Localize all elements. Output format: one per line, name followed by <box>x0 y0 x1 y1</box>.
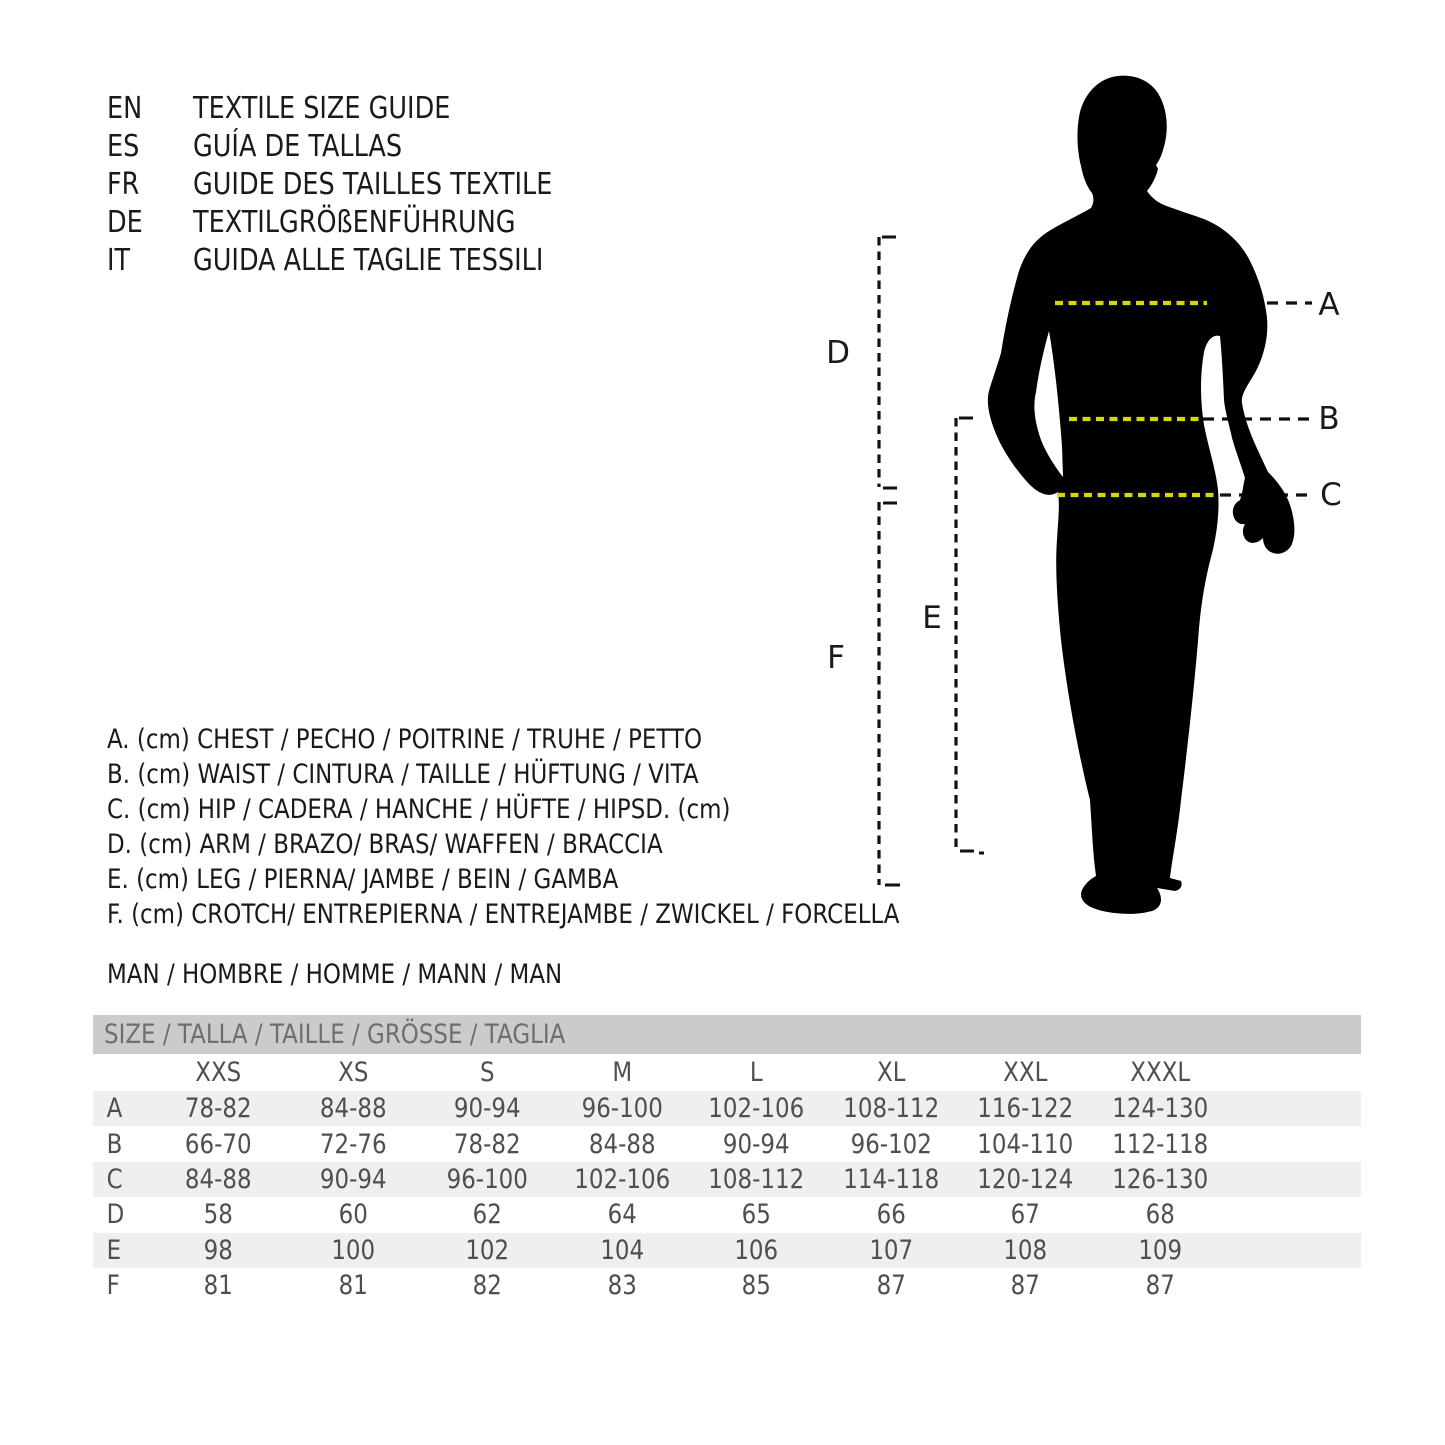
table-row <box>93 1197 1361 1232</box>
hip-label: C <box>1320 477 1342 513</box>
size-value: 108-112 <box>842 1093 939 1125</box>
size-value: 120-124 <box>977 1163 1074 1195</box>
row-key: F <box>106 1270 120 1302</box>
language-code: IT <box>107 243 131 278</box>
size-value: 81 <box>203 1270 233 1302</box>
size-value: 65 <box>741 1199 771 1231</box>
size-value: 107 <box>868 1234 913 1266</box>
size-value: 87 <box>1145 1270 1175 1302</box>
size-value: 67 <box>1010 1199 1040 1231</box>
size-value: 96-102 <box>850 1128 932 1160</box>
guide-title: GUIDE DES TAILLES TEXTILE <box>193 167 553 202</box>
size-value: 72-76 <box>319 1128 387 1160</box>
size-value: 108 <box>1003 1234 1048 1266</box>
language-title-block <box>107 90 616 280</box>
size-value: 64 <box>607 1199 637 1231</box>
language-code: DE <box>107 205 143 240</box>
size-value: 90-94 <box>722 1128 790 1160</box>
waist-label: B <box>1318 401 1340 437</box>
size-value: 84-88 <box>319 1093 387 1125</box>
size-value: 106 <box>734 1234 779 1266</box>
guide-title: GUIDA ALLE TAGLIE TESSILI <box>193 243 544 278</box>
table-row <box>93 1233 1361 1268</box>
size-value: 112-118 <box>1111 1128 1208 1160</box>
column-header: XXS <box>195 1057 242 1088</box>
size-value: 100 <box>330 1234 375 1266</box>
row-key: E <box>106 1234 122 1266</box>
size-value: 116-122 <box>977 1093 1074 1125</box>
size-value: 108-112 <box>708 1163 805 1195</box>
size-value: 102 <box>465 1234 510 1266</box>
table-row <box>93 1091 1361 1126</box>
size-value: 87 <box>1010 1270 1040 1302</box>
table-row <box>93 1126 1361 1161</box>
guide-title: GUÍA DE TALLAS <box>193 129 403 164</box>
size-value: 104 <box>599 1234 644 1266</box>
size-table-title: SIZE / TALLA / TAILLE / GRÖSSE / TAGLIA <box>104 1019 566 1050</box>
arm-label: D <box>826 335 850 371</box>
size-value: 68 <box>1145 1199 1175 1231</box>
category-line-text: MAN / HOMBRE / HOMME / MANN / MAN <box>107 959 563 990</box>
language-row <box>107 90 616 128</box>
column-header: XXL <box>1003 1057 1048 1088</box>
size-table-header-bar <box>93 1015 1361 1054</box>
language-code: FR <box>107 167 140 202</box>
size-value: 81 <box>338 1270 368 1302</box>
language-code: EN <box>107 91 143 126</box>
size-value: 126-130 <box>1111 1163 1208 1195</box>
size-value: 96-100 <box>446 1163 528 1195</box>
size-value: 114-118 <box>842 1163 939 1195</box>
language-row <box>107 242 616 280</box>
chest-label: A <box>1318 287 1340 323</box>
column-header: S <box>479 1057 495 1088</box>
size-value: 60 <box>338 1199 368 1231</box>
size-value: 66 <box>876 1199 906 1231</box>
size-value: 58 <box>203 1199 233 1231</box>
size-value: 85 <box>741 1270 771 1302</box>
leg-description: E. (cm) LEG / PIERNA/ JAMBE / BEIN / GAMBA <box>107 864 619 895</box>
crotch-description: F. (cm) CROTCH/ ENTREPIERNA / ENTREJAMBE / ZWICKEL / FORCELLA <box>107 899 900 930</box>
column-header: XXXL <box>1129 1057 1190 1088</box>
size-value: 90-94 <box>453 1093 521 1125</box>
size-value: 98 <box>203 1234 233 1266</box>
column-header: XL <box>876 1057 906 1088</box>
waist-description: B. (cm) WAIST / CINTURA / TAILLE / HÜFTUNG / VITA <box>107 759 699 790</box>
size-value: 124-130 <box>1111 1093 1208 1125</box>
row-key: D <box>106 1199 125 1231</box>
crotch-label: F <box>827 640 845 676</box>
column-header: L <box>749 1057 763 1088</box>
hip-description: C. (cm) HIP / CADERA / HANCHE / HÜFTE / HIPSD. (cm) <box>107 794 731 825</box>
language-row <box>107 128 616 166</box>
size-value: 78-82 <box>453 1128 521 1160</box>
table-row <box>93 1268 1361 1303</box>
chest-description: A. (cm) CHEST / PECHO / POITRINE / TRUHE / PETTO <box>107 724 703 755</box>
size-figure <box>810 40 1390 970</box>
column-header: XS <box>337 1057 368 1088</box>
size-value: 66-70 <box>184 1128 252 1160</box>
size-value: 96-100 <box>581 1093 663 1125</box>
size-value: 84-88 <box>184 1163 252 1195</box>
size-value: 82 <box>472 1270 502 1302</box>
size-value: 104-110 <box>977 1128 1074 1160</box>
guide-title: TEXTILGRÖßENFÜHRUNG <box>193 205 516 240</box>
language-row <box>107 166 616 204</box>
size-value: 62 <box>472 1199 502 1231</box>
table-row <box>93 1162 1361 1197</box>
language-code: ES <box>107 129 140 164</box>
size-value: 87 <box>876 1270 906 1302</box>
size-value: 84-88 <box>588 1128 656 1160</box>
size-value: 102-106 <box>708 1093 805 1125</box>
size-table <box>93 1015 1361 1303</box>
size-value: 109 <box>1137 1234 1182 1266</box>
column-header: M <box>611 1057 632 1088</box>
measure-ticks <box>882 237 984 885</box>
size-value: 102-106 <box>573 1163 670 1195</box>
language-row <box>107 204 616 242</box>
size-table-column-headers <box>93 1054 1361 1091</box>
guide-title: TEXTILE SIZE GUIDE <box>193 91 451 126</box>
row-key: C <box>106 1163 123 1195</box>
size-value: 90-94 <box>319 1163 387 1195</box>
leg-label: E <box>922 600 942 636</box>
row-key: B <box>106 1128 123 1160</box>
arm-description: D. (cm) ARM / BRAZO/ BRAS/ WAFFEN / BRACCIA <box>107 829 663 860</box>
size-value: 83 <box>607 1270 637 1302</box>
row-key: A <box>106 1093 123 1125</box>
size-value: 78-82 <box>184 1093 252 1125</box>
category-line <box>107 957 643 992</box>
